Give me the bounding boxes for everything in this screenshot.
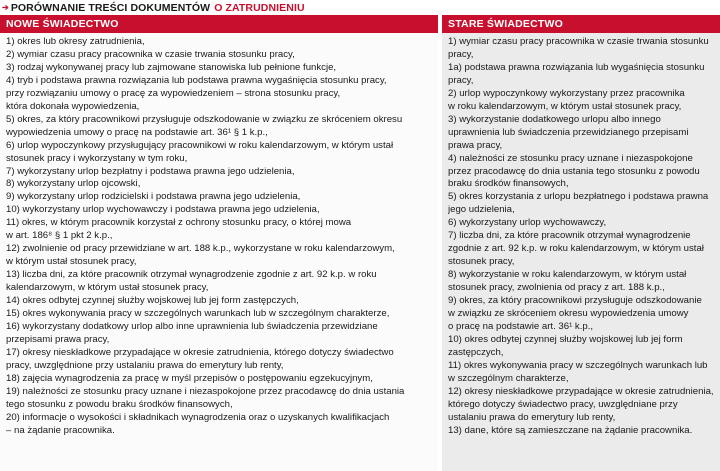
list-line: 2) urlop wypoczynkowy wykorzystany przez pracownika — [448, 87, 685, 99]
list-line: pracy, uwzględnione przy ustalaniu prawa do emerytury lub renty, — [6, 359, 284, 371]
list-line: 4) tryb i podstawa prawna rozwiązania lub podstawa prawna wygaśnięcia stosunku pracy, — [6, 74, 387, 86]
list-line: 11) okres wykonywania pracy w szczególnych warunkach lub — [448, 359, 708, 371]
list-line: ustalaniu prawa do emerytury lub renty, — [448, 411, 616, 423]
list-line: 6) wykorzystany urlop wychowawczy, — [448, 217, 607, 229]
list-line: 10) okres odbytej czynnej służby wojskowej lub jej form — [448, 333, 683, 345]
list-line: w związku ze skróceniem okresu wypowiedzenia umowy — [448, 308, 689, 320]
comparison-table — [0, 15, 720, 471]
list-line: 7) wykorzystany urlop bezpłatny i podstawa prawna jego udzielenia, — [6, 165, 295, 177]
list-line: 17) okresy nieskładkowe przypadające w okresie zatrudnienia, którego dotyczy świadectwo — [6, 346, 394, 358]
list-line: o pracę na podstawie art. 36¹ k.p., — [448, 320, 594, 332]
list-line: 1a) podstawa prawna rozwiązania lub wygaśnięcia stosunku — [448, 61, 705, 73]
list-line: 7) liczba dni, za które pracownik otrzymał wynagrodzenie — [448, 230, 691, 242]
content-row — [0, 33, 720, 471]
list-line: 12) okresy nieskładkowe przypadające w okresie zatrudnienia, — [448, 385, 714, 397]
list-line: przepisami prawa pracy, — [6, 333, 110, 345]
list-line: uprawnienia lub świadczenia przewidzianego przepisami — [448, 126, 689, 138]
list-line: pracy, — [448, 74, 474, 86]
list-line: 19) należności ze stosunku pracy uznane i niezaspokojone przez pracodawcę do dnia ustania — [6, 385, 405, 397]
list-line: przy rozwiązaniu umowy o pracę za wypowiedzeniem – strona stosunku pracy, — [6, 87, 341, 99]
title-highlight: O ZATRUDNIENIU — [214, 1, 305, 14]
list-line: 15) okres wykonywania pracy w szczególnych warunkach lub w szczególnym charakterze, — [6, 308, 390, 320]
list-line: zgodnie z art. 92 k.p. w roku kalendarzowym, w którym ustał — [448, 243, 704, 255]
list-line: stosunek pracy, zwolnienia od pracy z art. 188 k.p., — [448, 282, 665, 294]
list-line: 12) zwolnienie od pracy przewidziane w art. 188 k.p., wykorzystane w roku kalendarzowym, — [6, 243, 395, 255]
bullet-arrow-icon: ➔ — [2, 3, 9, 12]
old-certificate-column — [440, 33, 720, 471]
list-line: 20) informacje o wysokości i składnikach wynagrodzenia oraz o uzyskanych kwalifikacjach — [6, 411, 390, 423]
list-line: 5) okres, za który pracownikowi przysługuje odszkodowanie w związku ze skróceniem okresu — [6, 113, 403, 125]
new-certificate-column — [0, 33, 440, 471]
header-old-certificate: STARE ŚWIADECTWO — [440, 15, 720, 33]
list-line: stosunek pracy i wykorzystany w tym roku, — [6, 152, 188, 164]
list-line: 3) rodzaj wykonywanej pracy lub zajmowane stanowiska lub pełnione funkcje, — [6, 61, 337, 73]
list-line: 1) okres lub okresy zatrudnienia, — [6, 36, 145, 47]
list-line: zastępczych, — [448, 346, 504, 358]
list-line: 2) wymiar czasu pracy pracownika w czasie trwania stosunku pracy, — [6, 48, 295, 60]
list-line: 14) okres odbytej czynnej służby wojskowej lub jej form zastępczych, — [6, 295, 299, 307]
list-line: – na żądanie pracownika. — [6, 424, 115, 436]
list-line: 4) należności ze stosunku pracy uznane i niezaspokojone — [448, 152, 693, 164]
list-line: 8) wykorzystany urlop ojcowski, — [6, 178, 141, 190]
list-line: w szczególnym charakterze, — [448, 372, 569, 384]
list-line: 18) zajęcia wynagrodzenia za pracę w myśl przepisów o postępowaniu egzekucyjnym, — [6, 372, 373, 384]
list-line: 16) wykorzystany dodatkowy urlop albo inne uprawnienia lub świadczenia przewidziane — [6, 320, 378, 332]
list-line: 10) wykorzystany urlop wychowawczy i podstawa prawna jego udzielenia, — [6, 204, 320, 216]
list-line: w art. 186⁸ § 1 pkt 2 k.p., — [6, 230, 113, 242]
list-line: prawa pracy, — [448, 139, 503, 151]
list-line: stosunek pracy, — [448, 256, 515, 268]
list-line: 9) wykorzystany urlop rodzicielski i podstawa prawna jego udzielenia, — [6, 191, 301, 203]
list-line: 8) wykorzystanie w roku kalendarzowym, w którym ustał — [448, 269, 687, 281]
list-line: którego dotyczy świadectwo pracy, uwzględniane przy — [448, 398, 678, 410]
list-line: tego stosunku z powodu braku środków finansowych, — [6, 398, 233, 410]
list-line: 11) okres, w którym pracownik korzystał z ochrony stosunku pracy, o której mowa — [6, 217, 352, 229]
list-line: przez pracodawcę do dnia ustania tego stosunku z powodu — [448, 165, 700, 177]
list-line: 5) okres korzystania z urlopu bezpłatnego i podstawa prawna — [448, 191, 709, 203]
list-line: 6) urlop wypoczynkowy przysługujący pracownikowi w roku kalendarzowym, w którym ustał — [6, 139, 394, 151]
list-line: kalendarzowym, w którym ustał stosunek pracy, — [6, 282, 209, 294]
list-line: wypowiedzenia umowy o pracę na podstawie art. 36¹ § 1 k.p., — [6, 126, 268, 138]
list-line: 13) dane, które są zamieszczane na żądanie pracownika. — [448, 424, 693, 436]
list-line: w roku kalendarzowym, w którym ustał stosunek pracy, — [448, 100, 682, 112]
list-line: w którym ustał stosunek pracy, — [6, 256, 137, 268]
header-new-certificate: NOWE ŚWIADECTWO — [0, 15, 440, 33]
list-line: 9) okres, za który pracownikowi przysługuje odszkodowanie — [448, 295, 702, 307]
list-line: 13) liczba dni, za które pracownik otrzymał wynagrodzenie zgodnie z art. 92 k.p. w roku — [6, 269, 377, 281]
list-line: która dokonała wypowiedzenia, — [6, 100, 140, 112]
list-line: pracy, — [448, 48, 474, 60]
list-line: braku środków finansowych, — [448, 178, 569, 190]
header-row — [0, 15, 720, 33]
list-line: 3) wykorzystanie dodatkowego urlopu albo innego — [448, 113, 661, 125]
list-line: 1) wymiar czasu pracy pracownika w czasie trwania stosunku — [448, 36, 709, 47]
title-main: PORÓWNANIE TREŚCI DOKUMENTÓW — [10, 1, 211, 14]
list-line: jego udzielenia, — [448, 204, 515, 216]
document-title — [0, 0, 720, 15]
